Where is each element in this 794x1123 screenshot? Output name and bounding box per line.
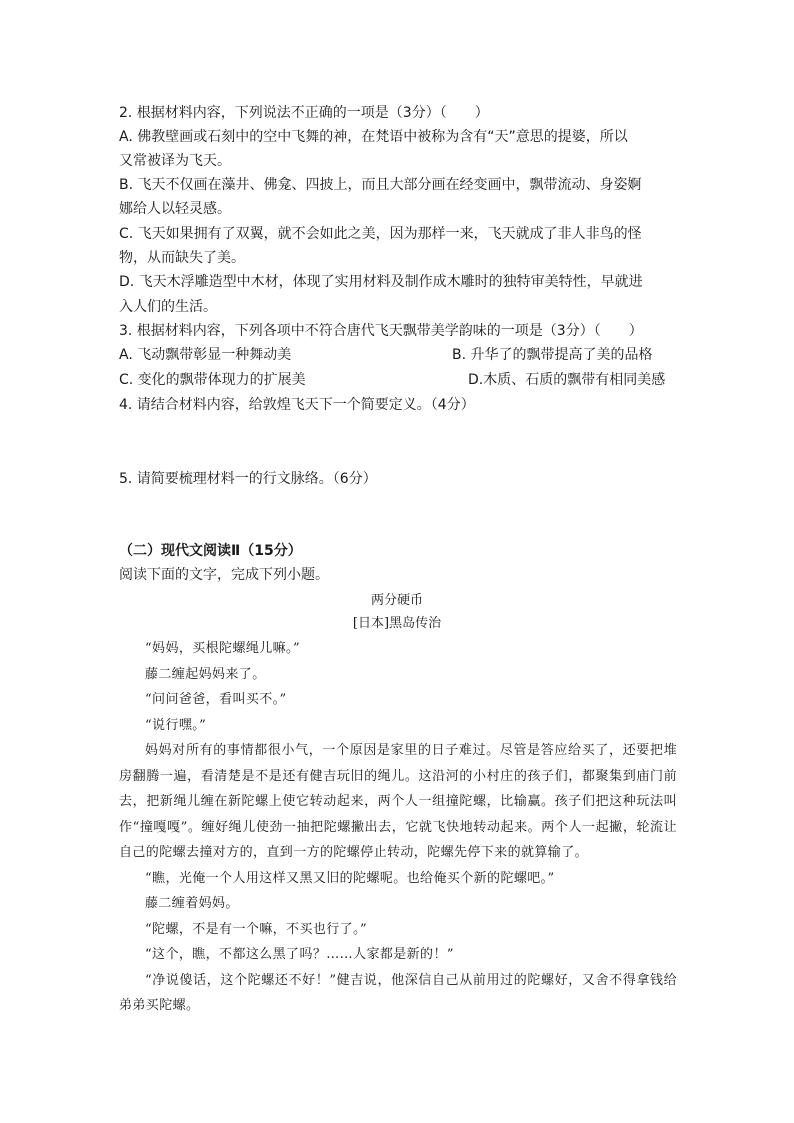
story-paragraph: “净说傻话，这个陀螺还不好！”健吉说，他深信自己从前用过的陀螺好，又舍不得拿钱给弟弟买陀螺。: [119, 972, 677, 1013]
story-paragraph: “瞧，光俺一个人用这样又黑又旧的陀螺呢。也给俺买个新的陀螺吧。”: [145, 870, 555, 886]
q3-option-b: B. 升华了的飘带提高了美的品格: [452, 347, 653, 363]
q2-option-a-line1: A. 佛教壁画或石刻中的空中飞舞的神，在梵语中被称为含有“天”意思的提婆，所以: [119, 129, 628, 145]
reading-instruction: 阅读下面的文字，完成下列小题。: [119, 567, 329, 583]
story-paragraph: “这个，瞧，不都这么黑了吗？……人家都是新的！”: [145, 947, 454, 962]
story-author: [日本]黑岛传治: [352, 616, 442, 631]
q2-option-a-line2: 又常被译为飞天。: [119, 153, 231, 169]
story-paragraph: “问问爸爸，看叫买不。”: [145, 692, 287, 707]
story-title: 两分硬币: [370, 593, 423, 608]
q2-stem: 2. 根据材料内容，下列说法不正确的一项是（3分）（ ）: [119, 105, 489, 121]
story-body: [119, 636, 677, 1019]
story-paragraph: 藤二缠起妈妈来了。: [145, 666, 266, 682]
q3-options-row-2: [119, 368, 679, 392]
section-heading: （二）现代文阅读Ⅱ（15分）: [119, 543, 302, 559]
q2-option-b-line2: 娜给人以轻灵感。: [119, 201, 231, 217]
q3-option-a: A. 飞动飘带彰显一种舞动美: [119, 347, 292, 363]
q2-option-d-line1: D. 飞天木浮雕造型中木材，体现了实用材料及制作成木雕时的独特审美特性，早就进: [119, 274, 643, 290]
q2-option-c-line2: 物，从而缺失了美。: [119, 250, 245, 266]
story-paragraph: 藤二缠着妈妈。: [145, 896, 239, 911]
q2-option-b-line1: B. 飞天不仅画在藻井、佛龛、四披上，而且大部分画在经变画中，飘带流动、身姿婀: [119, 177, 642, 193]
q5-stem: 5. 请简要梳理材料一的行文脉络。（6分）: [119, 471, 377, 487]
q2-option-d-line2: 入人们的生活。: [119, 299, 217, 315]
story-paragraph: “说行嘿。”: [145, 717, 207, 733]
q3-options-row-1: [119, 343, 679, 367]
q3-option-d: D.木质、石质的飘带有相同美感: [468, 372, 666, 388]
q3-option-c: C. 变化的飘带体现力的扩展美: [119, 372, 306, 388]
q2-option-c-line1: C. 飞天如果拥有了双翼，就不会如此之美，因为那样一来，飞天就成了非人非鸟的怪: [119, 226, 642, 242]
story-paragraph: “陀螺，不是有一个嘛，不买也行了。”: [145, 921, 367, 937]
story-paragraph: “妈妈，买根陀螺绳儿嘛。”: [145, 641, 300, 656]
q4-stem: 4. 请结合材料内容，给敦煌飞天下一个简要定义。（4分）: [119, 397, 475, 413]
q3-stem: 3. 根据材料内容，下列各项中不符合唐代飞天飘带美学韵味的一项是（3分）（ ）: [119, 323, 643, 339]
story-paragraph: 妈妈对所有的事情都很小气，一个原因是家里的日子难过。尽管是答应给买了，还要把堆房翻腾一遍，看清楚是不是还有健吉玩旧的绳儿。这沿河的小村庄的孩子们，都聚集到庙门前去，把新绳儿缠在新陀螺上使它转动起来，两个人一组撞陀螺，比输赢。孩子们把这种玩法叫作“撞嘎嘎”。缠好绳儿使劲一抽把陀螺撇出去，它就飞快地转动起来。两个人一起撇，轮流让自己的陀螺去撞对方的，直到一方的陀螺停止转动，陀螺先停下来的就算输了。: [119, 743, 677, 860]
